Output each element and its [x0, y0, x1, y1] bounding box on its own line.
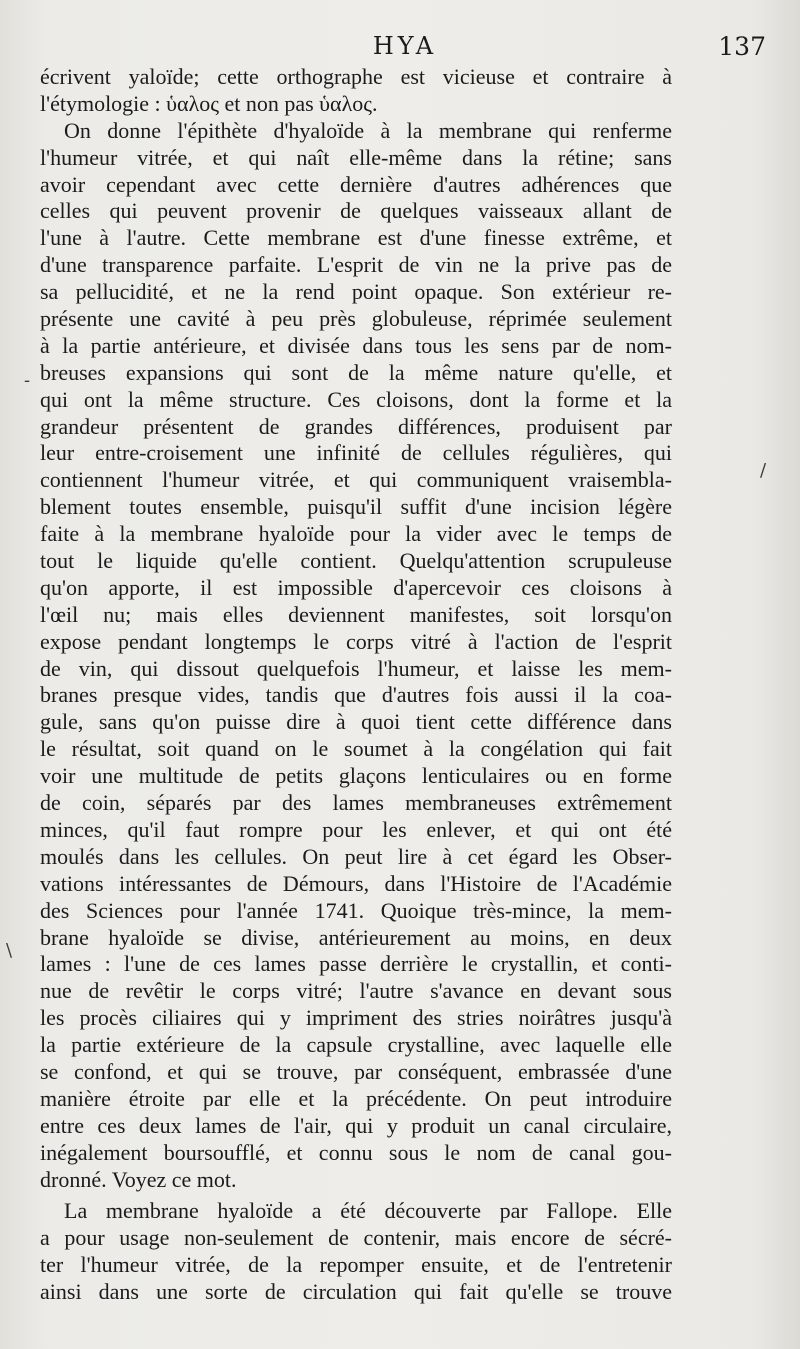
- text-line: des Sciences pour l'année 1741. Quoique très-mince, la mem-: [40, 897, 672, 923]
- text-line: qui ont la même structure. Ces cloisons, dont la forme et la: [40, 386, 672, 412]
- text-line: a pour usage non-seulement de contenir, mais encore de sécré-: [40, 1225, 672, 1251]
- text-line: celles qui peuvent provenir de quelques vaisseaux allant de: [40, 198, 672, 224]
- text-line: qu'on apporte, il est impossible d'apercevoir ces cloisons à: [40, 574, 672, 600]
- text-line: tout le liquide qu'elle contient. Quelqu'attention scrupuleuse: [40, 548, 672, 574]
- margin-mark: /: [760, 460, 767, 481]
- text-line: breuses expansions qui sont de la même nature qu'elle, et: [40, 359, 672, 385]
- text-line: brane hyaloïde se divise, antérieurement au moins, en deux: [40, 924, 672, 950]
- running-head: [40, 30, 770, 66]
- text-line: écrivent yaloïde; cette orthographe est vicieuse et contraire à: [40, 64, 672, 89]
- margin-mark: \: [6, 940, 13, 961]
- text-line: dronné. Voyez ce mot.: [40, 1166, 237, 1192]
- body-text: [40, 64, 672, 1306]
- text-line: faite à la membrane hyaloïde pour la vider avec le temps de: [40, 521, 672, 547]
- text-line: branes presque vides, tandis que d'autres fois aussi il la coa-: [40, 682, 672, 708]
- text-line: leur entre-croisement une infinité de cellules régulières, qui: [40, 440, 672, 466]
- page-number: 137: [718, 32, 766, 61]
- text-line: avoir cependant avec cette dernière d'autres adhérences que: [40, 171, 672, 197]
- text-line: de vin, qui dissout quelquefois l'humeur, et laisse les mem-: [40, 655, 672, 681]
- text-line: présente une cavité à peu près globuleuse, réprimée seulement: [40, 306, 672, 332]
- text-line: gule, sans qu'on puisse dire à quoi tient cette différence dans: [40, 709, 672, 735]
- text-line: expose pendant longtemps le corps vitré à l'action de l'esprit: [40, 628, 672, 654]
- text-line: manière étroite par elle et la précédente. On peut introduire: [40, 1085, 672, 1111]
- text-line: l'œil nu; mais elles deviennent manifestes, soit lorsqu'on: [40, 601, 672, 627]
- text-line: grandeur présentent de grandes différences, produisent par: [40, 413, 672, 439]
- margin-mark: -: [24, 370, 31, 391]
- text-line: l'étymologie : ὑαλος et non pas ὑαλος.: [40, 90, 378, 116]
- text-line: nue de revêtir le corps vitré; l'autre s'avance en devant sous: [40, 978, 672, 1004]
- text-line: d'une transparence parfaite. L'esprit de vin ne la prive pas de: [40, 252, 672, 278]
- text-line: la partie extérieure de la capsule crystalline, avec laquelle elle: [40, 1032, 672, 1058]
- text-line: l'une à l'autre. Cette membrane est d'une finesse extrême, et: [40, 225, 672, 251]
- text-line: vations intéressantes de Démours, dans l'Histoire de l'Académie: [40, 870, 672, 896]
- text-line: de coin, séparés par des lames membraneuses extrêmement: [40, 790, 672, 816]
- text-line: ainsi dans une sorte de circulation qui fait qu'elle se trouve: [40, 1279, 672, 1305]
- text-line: se confond, et qui se trouve, par conséquent, embrassée d'une: [40, 1058, 672, 1084]
- text-line: lames : l'une de ces lames passe derrière le crystallin, et conti-: [40, 951, 672, 977]
- text-line: inégalement boursoufflé, et connu sous le nom de canal gou-: [40, 1139, 672, 1165]
- text-line: minces, qu'il faut rompre pour les enlever, et qui ont été: [40, 816, 672, 842]
- text-line: à la partie antérieure, et divisée dans tous les sens par de nom-: [40, 332, 672, 358]
- text-line: contiennent l'humeur vitrée, et qui communiquent vraisembla-: [40, 467, 672, 493]
- text-line: voir une multitude de petits glaçons lenticulaires ou en forme: [40, 763, 672, 789]
- running-head-title: HYA: [372, 32, 438, 60]
- text-line: les procès ciliaires qui y impriment des stries noirâtres jusqu'à: [40, 1005, 672, 1031]
- text-line: ter l'humeur vitrée, de la repomper ensuite, et de l'entretenir: [40, 1252, 672, 1278]
- text-line: sa pellucidité, et ne la rend point opaque. Son extérieur re-: [40, 279, 672, 305]
- text-line: l'humeur vitrée, et qui naît elle-même dans la rétine; sans: [40, 144, 672, 170]
- text-line: entre ces deux lames de l'air, qui y produit un canal circulaire,: [40, 1112, 672, 1138]
- text-line: blement toutes ensemble, puisqu'il suffit d'une incision légère: [40, 494, 672, 520]
- paragraph-first-line: La membrane hyaloïde a été découverte par Fallope. Elle: [64, 1198, 672, 1224]
- text-line: le résultat, soit quand on le soumet à la congélation qui fait: [40, 736, 672, 762]
- text-line: moulés dans les cellules. On peut lire à cet égard les Obser-: [40, 843, 672, 869]
- paragraph-first-line: On donne l'épithète d'hyaloïde à la membrane qui renferme: [64, 117, 672, 143]
